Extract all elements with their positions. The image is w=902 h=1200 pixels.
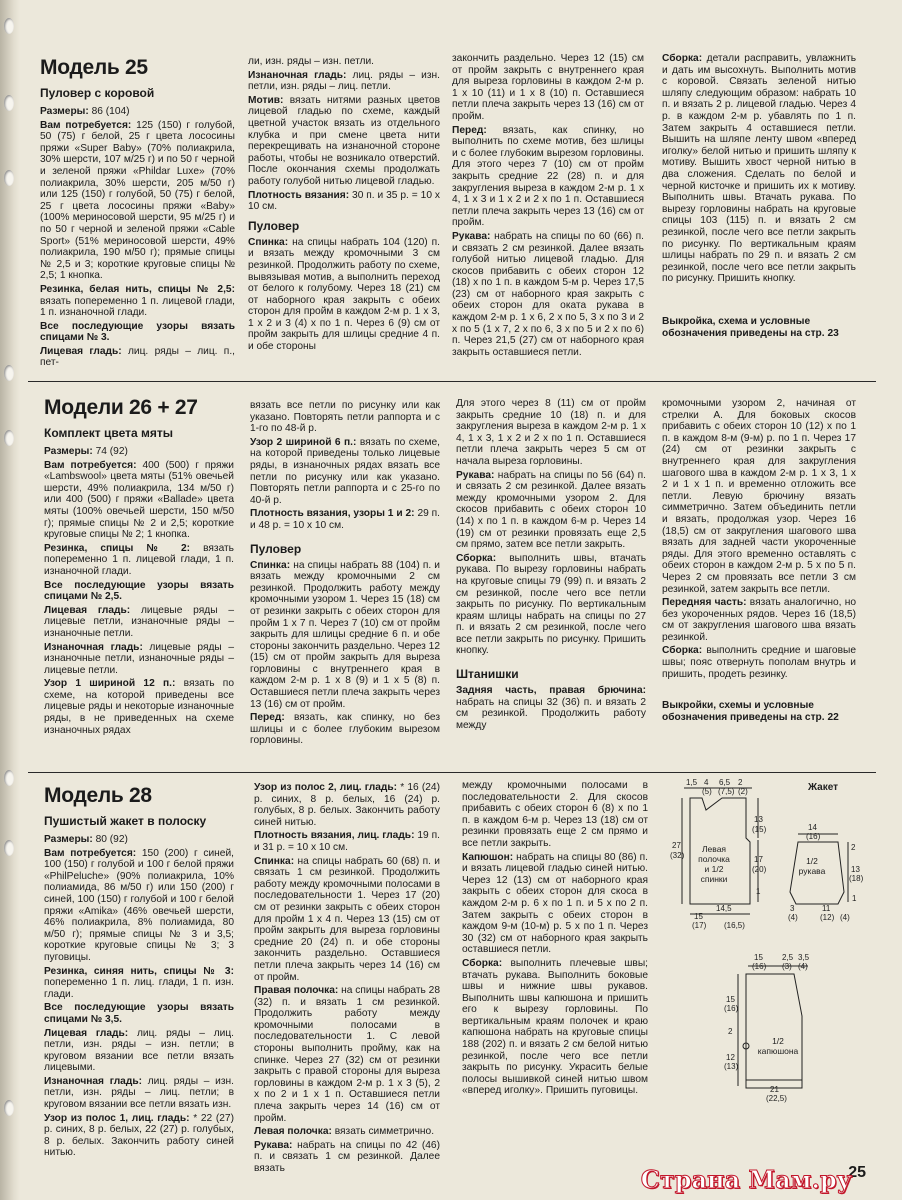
m25-col1-text [40,106,235,369]
paragraph [248,95,440,188]
paragraph [452,231,644,359]
paragraph-lead: Сборка: [662,645,707,657]
dim: 11 [822,904,831,913]
m25-subtitle: Пуловер с коровой [40,86,155,100]
m25-col2b-text [248,237,440,353]
paragraph [248,56,440,68]
paragraph [250,400,440,435]
paragraph-body: между кромочными полосами в последовательности 2. Для скосов прибавить с обеих сторон 6 (8) х по 1 п. в каждом 6-м р. Через 13 (18) см от резинки провязать еще 2 см прямо и все петли закрыть. [462,780,648,849]
paragraph-lead: Рукава: [254,1139,298,1151]
paragraph-body: 80 (92) [95,834,128,845]
paragraph [250,712,440,747]
m25-col4 [662,53,856,287]
paragraph-lead: Все последующие узоры вязать спицами № 3,5. [44,1002,234,1025]
paragraph-body: выполнить средние и шаговые швы; пояс отвернуть пополам внутрь и пришить, продеть резинку. [662,645,857,680]
m2627-subtitle: Комплект цвета мяты [44,426,173,440]
paragraph-lead: Перед: [250,712,294,724]
dim: 27 [672,841,681,850]
front-label-1: Левая [701,844,727,854]
dim: (15) [752,825,767,834]
hood-outline [746,974,802,1088]
paragraph-body: 19 п. и 31 р. = 10 х 10 см. [254,830,440,853]
paragraph-body: закончить раздельно. Через 12 (15) см от пройм закрыть с внутреннего края для выреза горловины в каждом 2-м р. 1 х 10 (11) и 1 х 8 (10) п. Оставшиеся петли плеча закрыть через 13 (16) см от пройм. [452,53,644,122]
paragraph-body: вязать попеременно 1 п. лицевой глади, 1 п. изнаночной глади. [44,542,234,577]
m25-col2 [248,56,440,355]
dim: (7,5) [718,787,735,796]
paragraph [44,543,234,578]
dim: 3 [790,904,795,913]
paragraph-body: 150 (200) г синей, 100 (150) г голубой и 100 г белой пряжи «PhilPeluche» (90% полиакрила, 10% полиамида, 86 м/50 г) или 150 (200) г синей, 100 (150) г голубой и 100 г белой пряжи «Amika» (46% овечьей шерсти, 46% полиакрила, 8% полиамида, 80 м/50 г); прямые спицы № 3 и 3,5; короткие круговые спицы № 3; 3 пуговицы. [44,847,234,963]
dim: (5) [702,787,712,796]
page-number: 25 [848,1164,866,1181]
paragraph-body: вязать, как спинку, но выполнить по схеме мотив, без шлицы и с более глубоким вырезом горловины. Для этого через 7 (10) см от пройм закрыть средние 22 (28) п. и для закругления выреза в каждом 2-м р. 1 х 4, 1 х 3 и 1 х 2 и 2 х по 1 п. Оставшиеся петли плеча закрыть через 13 (16) см от пройм. [452,124,644,229]
paragraph [44,580,234,603]
paragraph [452,125,644,229]
m2627-col3b-text [456,685,646,731]
paragraph-body: набрать на спицы по 42 (46) п. и связать 1 см резинкой. Далее вязать [254,1139,440,1174]
paragraph-lead: Сборка: [662,53,707,64]
m25-col3-text [452,53,644,358]
paragraph [44,678,234,736]
dim: (3) [782,962,792,971]
paragraph-lead: Сборка: [462,957,511,969]
paragraph-lead: Резинка, белая нить, спицы № 2,5: [40,283,235,295]
dim: 21 [770,1085,779,1094]
dim: (12) [820,913,835,922]
watermark-logo: Страна Мам.ру [640,1165,852,1194]
dim: (4) [798,962,808,971]
paragraph [254,782,440,828]
dim: (16) [806,832,821,841]
paragraph [250,560,440,711]
paragraph [456,470,646,551]
paragraph [40,321,235,344]
paragraph [462,958,648,1097]
dim: 14,5 [716,904,732,913]
m2627-col2-text [250,400,440,532]
paragraph [44,1113,234,1159]
dim: 2 [728,1027,733,1036]
paragraph-body: кромочными узором 2, начиная от стрелки А. Для боковых скосов прибавить с обеих сторон 10 (12) х по 1 п. в каждом 8-м (9-м) р. по 1 п. Через 17 (24) см от резинки закрыть с внутреннего края для закругления шагового шва в каждом 2-м р. 1 х 3, 1 х 2 и 1 х 1 п. и временно отложить все петли. Левую брючину вязать симметрично. Затем объединить петли и вязать, продолжая узор. Через 16 (18,5) см от закругления шагового шва вязать для задней части укороченные ряды. Для этого временно оставлять с обеих сторон в каждом 2-м р. 5 х по 5 п. Через 2 см провязать все петли 3 см резинкой, затем закрыть все петли. [662,398,856,595]
dim: (13) [724,1062,739,1071]
dim: 1,5 [686,778,698,787]
paragraph-body: на спицы набрать 60 (68) п. и связать 1 см резинкой. Продолжить работу между кромочными полосами в последовательности 1. Через 17 (20) см от резинки закрыть с обеих сторон для пройм 1 х 4 п. Через 13 (15) см от пройм закрыть для выреза горловины средние 20 (24) п. и обе стороны закончить раздельно. Оставшиеся петли плеча закрыть через 14 (16) см от пройм. [254,855,440,983]
paragraph-body: лиц. ряды – изн. петли, изн. ряды – лиц. петли. [248,69,440,93]
paragraph-lead: Плотность вязания: [248,189,353,201]
section-divider [28,772,876,773]
paragraph [44,460,234,541]
dim: 15 [754,953,763,962]
paragraph [254,1140,440,1175]
binding-hole [4,1100,14,1116]
paragraph [40,284,235,319]
m25-title: Модель 25 [40,56,148,79]
paragraph-body: вязать симметрично. [334,1126,435,1138]
dim: (16) [724,1004,739,1013]
dim: 17 [754,855,763,864]
m25-col1 [40,56,235,371]
paragraph-lead: Вам потребуется: [40,119,137,131]
dim: 3,5 [798,953,810,962]
m28-title: Модель 28 [44,784,152,807]
dim: (20) [752,865,767,874]
paragraph-lead: Спинка: [250,559,294,571]
pattern-svg [662,776,872,1146]
paragraph [44,966,234,1001]
m28-col2-text [254,782,440,1175]
dim: 2 [851,843,856,852]
paragraph-lead: Левая полочка: [254,1126,335,1138]
binding-hole [4,170,14,186]
m2627-ref-note: Выкройки, схемы и условные обозначения приведены на стр. 22 [662,700,839,723]
paragraph-lead: Размеры: [44,446,96,457]
paragraph-body: лиц. ряды – лиц. п., пет- [40,345,235,369]
paragraph-body: 30 п. и 35 р. = 10 х 10 см. [248,189,440,213]
paragraph [452,53,644,123]
paragraph-body: * 22 (27) р. синих, 8 р. белых, 22 (27) р. голубых, 8 р. белых. Закончить работу синей нитью. [44,1112,234,1159]
paragraph-lead: Резинка, синяя нить, спицы № 3: [44,965,234,977]
paragraph [662,53,856,285]
paragraph [456,398,646,468]
paragraph-lead: Узор 1 шириной 12 п.: [44,678,184,690]
paragraph [40,106,235,118]
paragraph [254,985,440,1124]
paragraph-body: вязать аналогично, но без укороченных рядов. Через 16 (18,5) см от закругления шагового шва вязать резинкой. [662,597,856,643]
dim: 2 [738,778,743,787]
paragraph [40,346,235,369]
paragraph-body: лиц. ряды – лиц. петли, изн. ряды – изн. петли; в круговом вязании все петли вязать лицевыми. [44,1027,234,1074]
dim: (4) [788,913,798,922]
paragraph-body: вязать все петли по рисунку или как указано. Повторять петли раппорта и с 1-го по 48-й р. [250,400,440,435]
dim: 1 [852,894,857,903]
dim: (17) [692,921,707,930]
paragraph-body: лиц. ряды – изн. петли, изн. ряды – лиц. петли; в круговом вязании все петли вязать изн. [44,1075,234,1111]
paragraph-body: 125 (150) г голубой, 50 (75) г белой, 25 г цвета лососины пряжи «Super Baby» (70% полиакрила, 30% шерсти, 107 м/25 г) и по 50 г черной и зеленой пряжи «Phildar Luxe» (70% полиакрила, 30% шерсти, 205 м/50 г) или 125 (150) г голубой, 50 (75) г белой, 25 г цвета лососины пряжи «Baby» (100% мериносовой шерсти, 95 м/25 г) и по 50 г черной и зеленой пряжи «Cable Sport» (51% мериносовой шерсти, 49% полиакрила, 190 м/50 г); прямые спицы № 2,5 и 3; короткие круговые спицы № 2,5; 1 кнопка. [40,119,235,282]
paragraph-body: выполнить плечевые швы; втачать рукава. Выполнить боковые швы и нижние швы рукавов. Выполнить швы капюшона и пришить его к вырезу горловины. По вертикальным краям полочек и краю капюшона набрать на круговые спицы 188 (202) п. и вязать 2 см белой нитью резинкой, после чего все петли закрыть по рисунку. Украсить белые полосы вышивкой синей нитью швом «вперед иголку». Пришить пуговицы. [462,957,648,1097]
paragraph-lead: Размеры: [40,106,92,117]
m2627-pullover-heading: Пуловер [250,541,302,556]
paragraph [44,834,234,846]
m2627-col3-text [456,398,646,657]
paragraph [662,597,856,643]
m25-pullover-heading: Пуловер [248,218,300,233]
paragraph-body: вязать, как спинку, но без шлицы и с более глубоким вырезом горловины. [250,712,440,747]
paragraph-body: набрать на спицы 80 (86) п. и вязать лицевой гладью синей нитью. Через 12 (13) см от наборного края закрыть с обеих сторон для скоса в каждом 2-м р. 6 х по 1 п. и 5 х по 2 п. Затем закрыть с обеих сторон в каждом 9-м (10-м) р. 5 х по 1 п. Через 30 (32) см от наборного края закрыть оставшиеся петли. [462,851,649,956]
paragraph-lead: Сборка: [456,552,510,564]
paragraph-body: Для этого через 8 (11) см от пройм закрыть средние 10 (18) п. и для закругления выреза в каждом 2-м р. 1 х 4, 1 х 3, 1 х 2 и 2 х по 1 п. Оставшиеся петли плеча закрыть через 5 см от начала выреза горловины. [456,398,646,467]
m2627-col4-text [662,398,856,680]
paragraph-body: вязать нитями разных цветов лицевой гладью по схеме, каждый цветной участок вязать из отдельного клубка и при смене цвета нити перекрещивать на изнаночной стороне работы, чтобы не возникало отверстий. После окончания схемы продолжать работу голубой нитью лицевой гладью. [248,94,440,187]
jacket-pattern-diagrams [662,776,872,1146]
m2627-col1-text [44,446,234,736]
front-label-4: спинки [700,874,728,884]
dim: 4 [704,778,709,787]
dim: 13 [851,865,860,874]
paragraph-lead: Вам потребуется: [44,847,142,859]
paragraph-body: на спицы набрать 104 (120) п. и вязать между кромочными 3 см резинкой. Продолжить работу по схеме, вывязывая мотив, а выполнить переход от белого к голубому. Через 18 (21) см от наборного края закрыть с обеих сторон для пройм в каждом 2-м р. 1 х 3, 1 х 2 и 3 (4) х по 1 п. Через 6 (9) см от пройм закрыть для шлицы средние 4 п. и обе стороны [248,236,440,353]
paragraph [44,1028,234,1074]
paragraph-body: лицевые ряды – изнаночные петли, изнаночные ряды – лицевые петли. [44,641,234,676]
paragraph-lead: Все последующие узоры вязать спицами № 2,5. [44,579,234,603]
binding-hole [4,95,14,111]
paragraph-lead: Лицевая гладь: [44,604,141,616]
paragraph [462,780,648,850]
paragraph [44,605,234,640]
section-divider [28,381,876,382]
paragraph [254,856,440,984]
paragraph-lead: Передняя часть: [662,597,750,609]
paragraph-lead: Капюшон: [462,851,517,863]
paragraph-body: ли, изн. ряды – изн. петли. [248,56,375,67]
m25-col3 [452,53,644,360]
paragraph-lead: Вам потребуется: [44,459,143,471]
m25-col4-text [662,53,856,285]
paragraph [456,553,646,657]
dim: 15 [694,912,703,921]
binding-hole [4,430,14,446]
paragraph [44,446,234,458]
paragraph-lead: Плотность вязания, узоры 1 и 2: [250,508,418,520]
paragraph-body: * 16 (24) р. синих, 8 р. белых, 16 (24) р. голубых, 8 р. белых. Закончить работу синей нитью. [254,782,440,828]
paragraph [250,508,440,531]
paragraph-lead: Лицевая гладь: [40,345,128,357]
paragraph [250,437,440,507]
paragraph-body: набрать на спицы по 56 (64) п. и связать 2 см резинкой. Далее вязать между кромочными узором 2. Для скосов прибавить с обеих сторон 10 (14) х по 1 п. в каждом 6-м р. Через 14 (19) см от резинки провязать еще 2,5 см прямо, затем все петли закрыть. [456,469,646,551]
paragraph-lead: Рукава: [456,469,498,481]
paragraph [254,830,440,853]
paragraph-body: вязать попеременно 1 п. лицевой глади, 1 п. изнаночной глади. [40,295,235,319]
paragraph-lead: Узор 2 шириной 6 п.: [250,436,360,448]
paragraph [462,852,648,956]
paragraph-body: набрать на спицы 32 (36) п. и вязать 2 см резинкой. Продолжить работу между [456,696,646,731]
paragraph [248,237,440,353]
front-label-3: и 1/2 [704,864,724,874]
paragraph-lead: Спинка: [248,236,293,248]
paragraph-lead: Рукава: [452,230,495,242]
sleeve-label-2: рукава [798,866,826,876]
m25-col2-text [248,56,440,213]
m2627-col2b-text [250,560,440,748]
paragraph [40,120,235,282]
hood-label-2: капюшона [757,1046,799,1056]
paragraph-lead: Плотность вязания, лиц. гладь: [254,830,418,842]
dim: (16,5) [724,921,745,930]
paragraph-lead: Размеры: [44,834,96,845]
paragraph-lead: Правая полочка: [254,985,342,997]
dim: 13 [754,815,763,824]
paragraph-body: вязать по схеме, на которой приведены все лицевые ряды и некоторые изнаночные ряды, в не приведенных на схеме изнаночных рядах [44,678,234,736]
paragraph-lead: Спинка: [254,855,298,867]
paragraph-lead: Все последующие узоры вязать спицами № 3. [40,320,235,344]
paragraph [44,1076,234,1111]
m28-col3 [462,780,648,1099]
paragraph [248,70,440,93]
m28-subtitle: Пушистый жакет в полоску [44,814,207,828]
m2627-col3 [456,398,646,733]
binding-hole [4,365,14,381]
paragraph-body: на спицы набрать 88 (104) п. и вязать между кромочными 2 см резинкой. Продолжить работу между кромочными узором 1. Через 15 (18) см от резинки закрыть с обеих сторон для пройм 1 х 7 п. Через 7 (10) см от пройм закрыть для шлицы средние 6 п. и обе стороны закончить раздельно. Через 12 (15) см от пройм закрыть для выреза горловины с внутреннего края в каждом 2-м р. 1 х 8 (9) и 1 х 5 (8) п. Оставшиеся петли плеча закрыть через 13 (16) см от пройм. [250,559,440,710]
paragraph-lead: Задняя часть, правая брючина: [456,685,646,697]
m2627-col1 [44,396,234,738]
m28-col1-text [44,834,234,1159]
binding-hole [4,840,14,856]
paragraph-body: 29 п. и 48 р. = 10 х 10 см. [250,508,441,531]
m28-col3-text [462,780,648,1097]
paragraph-lead: Изнаночная гладь: [44,641,150,653]
dim: 1 [756,887,761,896]
hood-label-1: 1/2 [772,1036,784,1046]
paragraph-body: набрать на спицы по 60 (66) п. и связать 2 см резинкой. Далее вязать голубой нитью лицевой гладью. Для скосов прибавить с обеих сторон 12 (18) х по 1 п. в каждом 5-м р. Через 17,5 (23) см от наборного края закрыть с обеих сторон для оката рукава в каждом 2-м р. 1 х 6, 2 х по 5, 3 х по 3 и 2 х по 5 (1 х 7, 2 х по 6, 3 х по 5 и 2 х по 6) п. Через 21,5 (27) см от наборного края закрыть оставшиеся петли. [452,230,644,358]
paragraph [248,190,440,213]
dim: (18) [849,874,864,883]
paragraph-body: 400 (500) г пряжи «Lambswool» цвета мяты (51% овечьей шерсти, 49% полиакрила, 134 м/50 г) или 400 (500) г пряжи «Ballade» цвета мяты (100% овечьей шерсти, 150 м/50 г); прямые спицы № 2 и 2,5; короткие круговые спицы № 2; 1 кнопка. [44,459,234,541]
paragraph-body: 86 (104) [91,106,130,117]
magazine-binding [0,0,20,1200]
dim: 12 [726,1053,735,1062]
paragraph [254,1126,440,1138]
paragraph-lead: Мотив: [248,94,290,106]
paragraph [44,848,234,964]
paragraph [44,1002,234,1025]
paragraph-lead: Изнаночная гладь: [44,1075,148,1087]
paragraph-body: лицевые ряды – лицевые петли, изнаночные ряды – изнаночные петли. [44,604,234,639]
paragraph-body: вязать по схеме, на которой приведены только лицевые ряды, в изнаночных рядах вязать все петли по рисунку или как указано. Повторять петли раппорта и с 25-го по 40-й р. [250,436,441,506]
paragraph-lead: Узор из полос 1, лиц. гладь: [44,1112,194,1124]
m28-col1 [44,784,234,1161]
paragraph [662,645,856,680]
m25-ref-note: Выкройка, схема и условные обозначения приведены на стр. 23 [662,316,839,339]
paragraph [662,398,856,595]
binding-hole [4,770,14,786]
m2627-title: Модели 26 + 27 [44,396,198,419]
dim: (22,5) [766,1094,787,1103]
dim: (16) [752,962,767,971]
dim: (4) [840,913,850,922]
paragraph-lead: Узор из полос 2, лиц. гладь: [254,782,401,793]
dim: 2,5 [782,953,794,962]
sleeve-label-1: 1/2 [806,856,818,866]
m2627-col4 [662,398,856,682]
paragraph [456,685,646,731]
m2627-pants-heading: Штанишки [456,667,519,682]
diagram-title: Жакет [808,782,839,793]
dim: 15 [726,995,735,1004]
paragraph-lead: Изнаночная гладь: [248,69,353,81]
paragraph-body: детали расправить, увлажнить и дать им высохнуть. Выполнить мотив с коровой. Связать зеленой нитью шляпу следующим образом: набрать 10 п. и вязать 2 р. лицевой гладью. Через 4 р. в каждом 2-м р. убавлять по 1 п. Затем закрыть 4 оставшиеся петли. Вышить на шляпе ленту швом «вперед иголку» белой нитью и пришить шляпу к мотиву. Вышить хвост черной нитью в два сложения. Сделать по белой и черной кисточке и пришить их к мотиву. Выполнить швы. Втачать рукава. По вырезу горловины набрать на круговые спицы 103 (115) п. и вязать 2 см резинкой, после чего все петли закрыть по рисунку. По вертикальным краям шлицы набрать по 29 п. и вязать 2 см резинкой, после чего все петли закрыть по рисунку. Пришить кнопку. [662,53,857,285]
m28-col2 [254,782,440,1177]
dim: 6,5 [719,778,731,787]
paragraph-lead: Резинка, спицы № 2: [44,542,204,554]
paragraph-body: выполнить швы, втачать рукава. По вырезу горловины набрать на круговые спицы 79 (99) п. и вязать 2 см резинкой, после чего все петли закрыть по рисунку. По вертикальным краям шлицы набрать на спицы по 27 п. и вязать 2 см резинкой, после чего все петли закрыть по рисунку. Пришить кнопку. [456,552,647,657]
paragraph-body: 74 (92) [95,446,128,457]
m2627-col2 [250,400,440,749]
dim: (2) [738,787,748,796]
paragraph-lead: Перед: [452,124,503,136]
dim: (32) [670,851,685,860]
paragraph [44,642,234,677]
paragraph-body: попеременно 1 п. лиц. глади, 1 п. изн. глади. [44,977,234,1000]
front-label-2: полочка [698,854,730,864]
paragraph-body: на спицы набрать 28 (32) п. и вязать 1 см резинкой. Продолжить работу между кромочными полосами в последовательности 1. С левой стороны выполнить пройму, как на спинке. Через 27 (32) см от резинки закрыть с правой стороны для выреза горловины в каждом 2-м р. 1 х 3 (5), 2 х по 2 и 1 х 1 п. Оставшиеся петли плеча закрыть через 14 (16) см от пройм. [254,985,440,1124]
dim: 14 [808,823,817,832]
binding-hole [4,18,14,34]
paragraph-lead: Лицевая гладь: [44,1027,137,1039]
